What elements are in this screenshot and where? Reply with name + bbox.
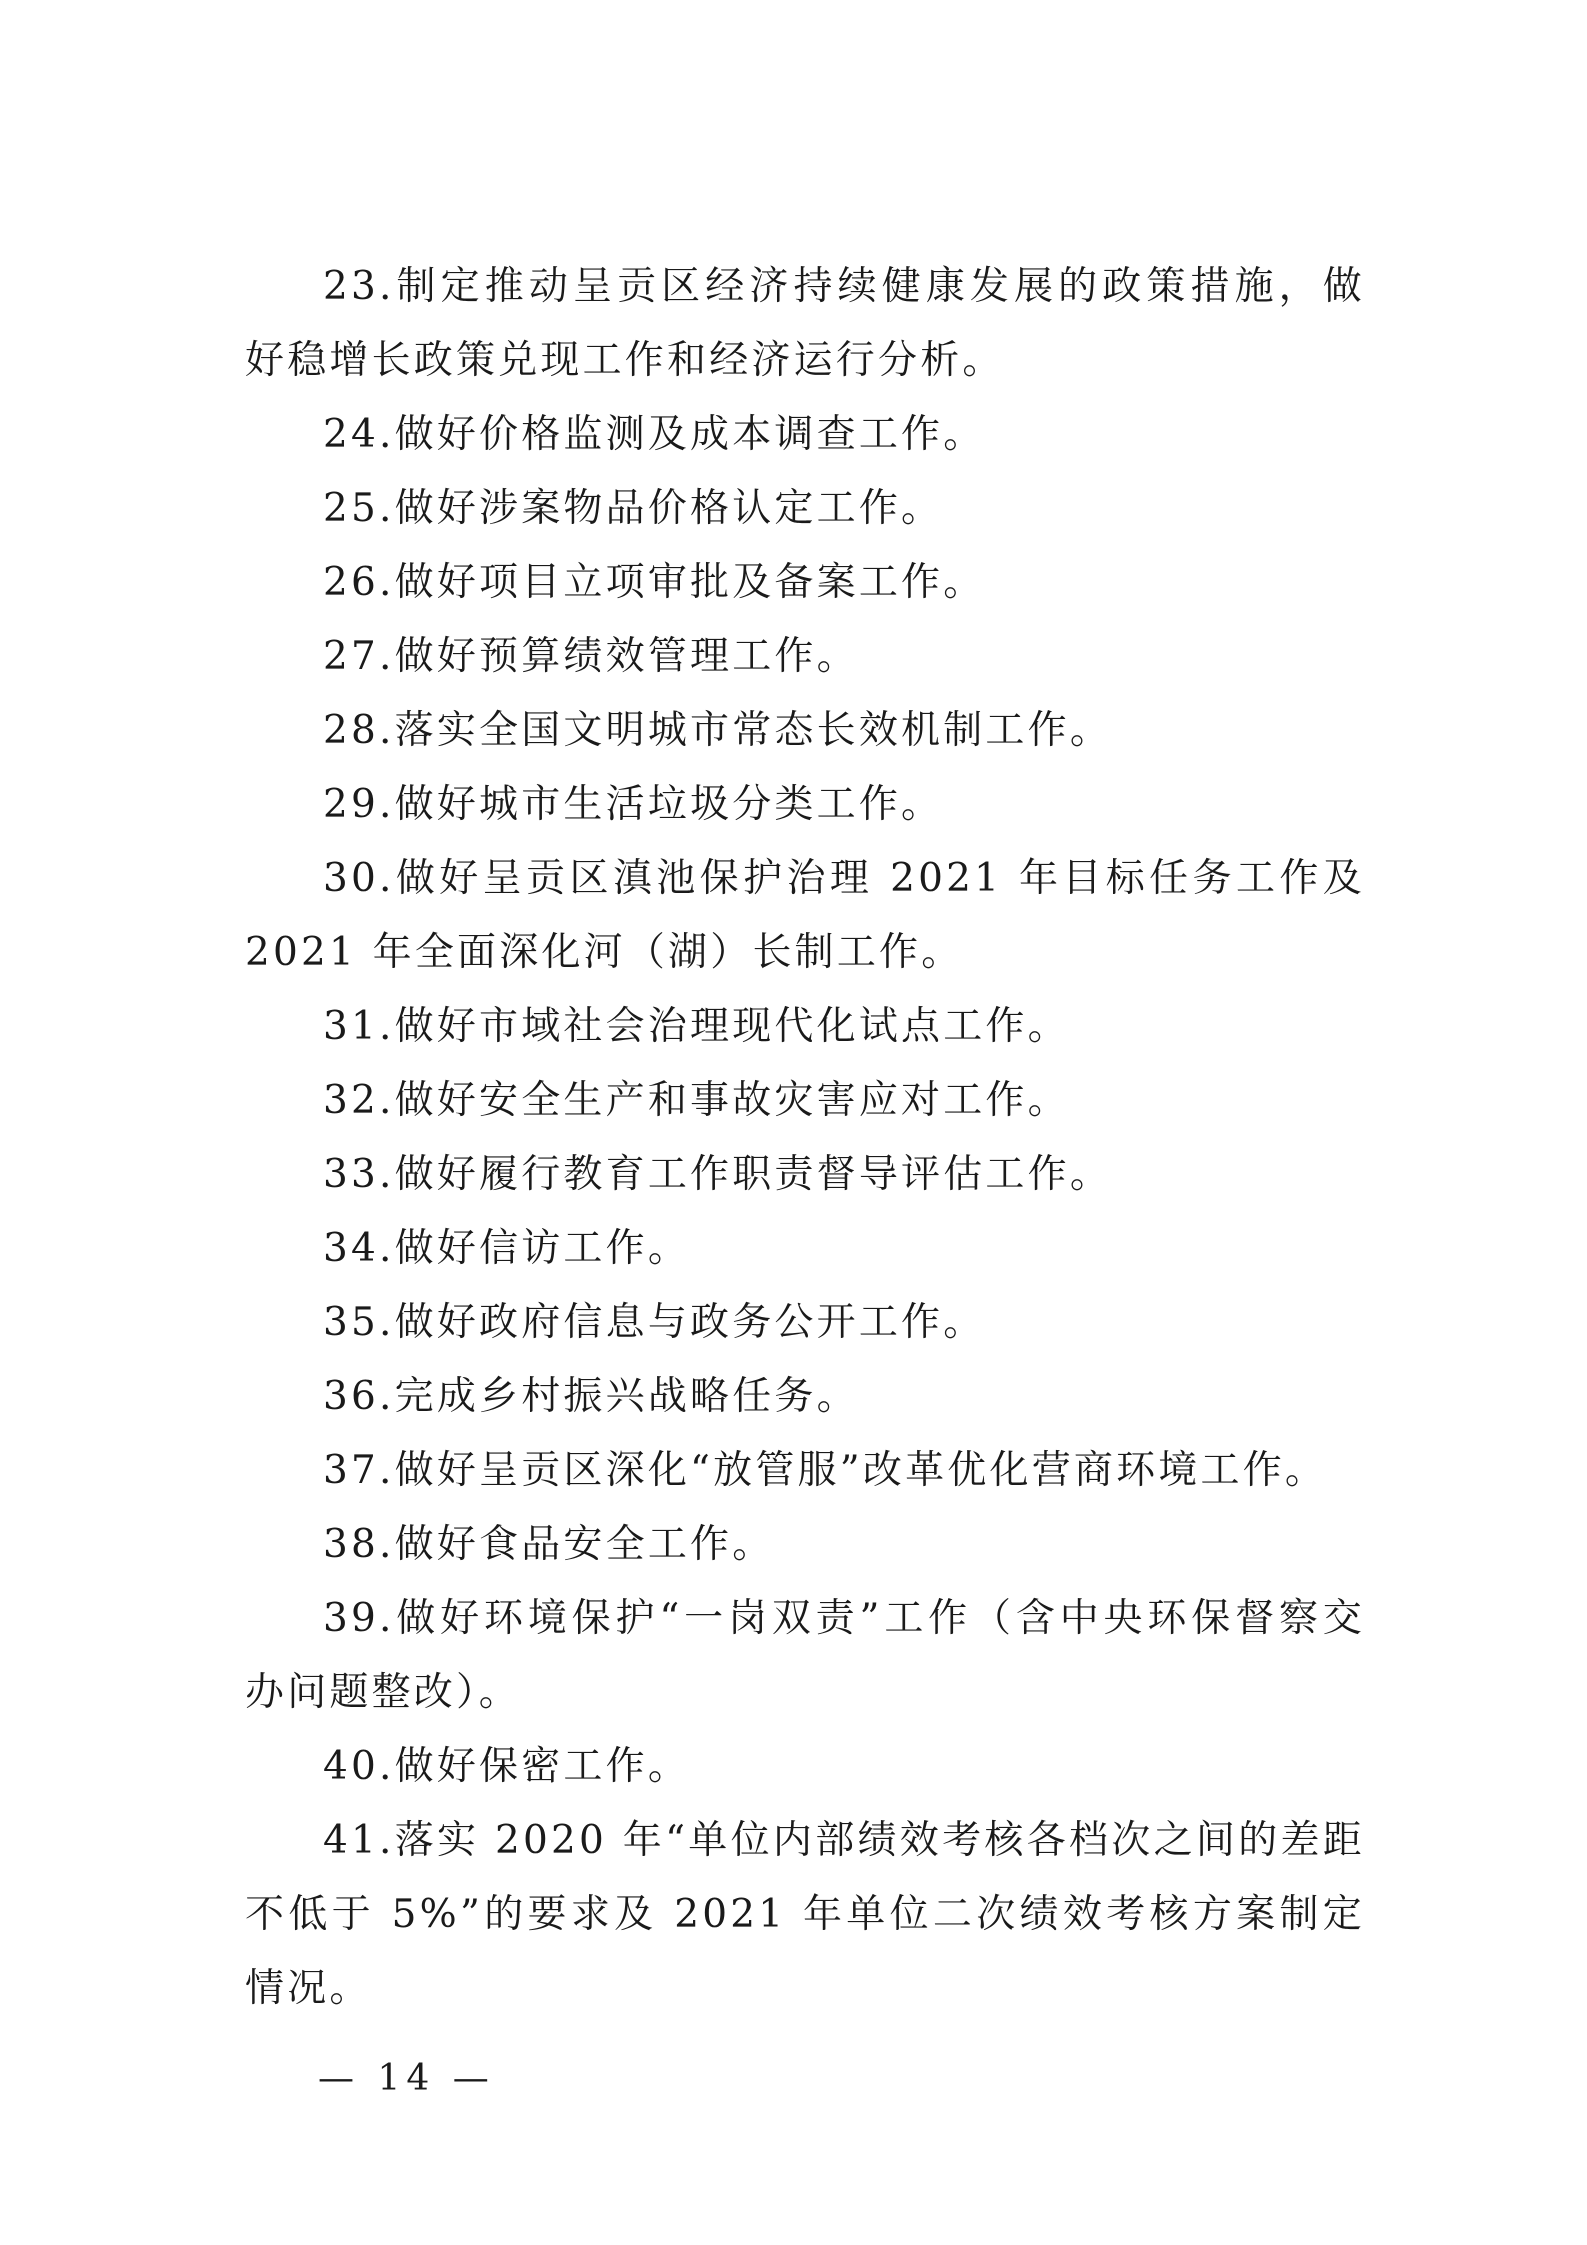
list-item: 31.做好市域社会治理现代化试点工作。 (323, 1004, 1070, 1049)
list-item: 33.做好履行教育工作职责督导评估工作。 (323, 1152, 1113, 1197)
list-item: 24.做好价格监测及成本调查工作。 (323, 412, 986, 457)
page-number: — 14 — (318, 2058, 495, 2099)
document-body (245, 250, 1365, 2026)
list-item: 36.完成乡村振兴战略任务。 (323, 1374, 859, 1419)
list-item: 27.做好预算绩效管理工作。 (323, 634, 859, 679)
list-item: 28.落实全国文明城市常态长效机制工作。 (323, 708, 1113, 753)
list-item: 40.做好保密工作。 (323, 1744, 691, 1789)
list-item: 34.做好信访工作。 (323, 1226, 691, 1271)
list-item: 38.做好食品安全工作。 (323, 1522, 775, 1567)
list-item: 41.落实 2020 年“单位内部绩效考核各档次之间的差距不低于 5%”的要求及 2021 年单位二次绩效考核方案制定情况。 (245, 1818, 1365, 2011)
list-item: 37.做好呈贡区深化“放管服”改革优化营商环境工作。 (323, 1448, 1328, 1493)
list-item: 25.做好涉案物品价格认定工作。 (323, 486, 944, 531)
list-item: 29.做好城市生活垃圾分类工作。 (323, 782, 944, 827)
list-item: 26.做好项目立项审批及备案工作。 (323, 560, 986, 605)
list-item: 39.做好环境保护“一岗双责”工作（含中央环保督察交办问题整改）。 (245, 1596, 1365, 1715)
list-item: 23.制定推动呈贡区经济持续健康发展的政策措施，做好稳增长政策兑现工作和经济运行分析。 (245, 264, 1365, 383)
list-item: 35.做好政府信息与政务公开工作。 (323, 1300, 986, 1345)
list-item: 30.做好呈贡区滇池保护治理 2021 年目标任务工作及 2021 年全面深化河（湖）长制工作。 (245, 856, 1365, 975)
list-item: 32.做好安全生产和事故灾害应对工作。 (323, 1078, 1070, 1123)
